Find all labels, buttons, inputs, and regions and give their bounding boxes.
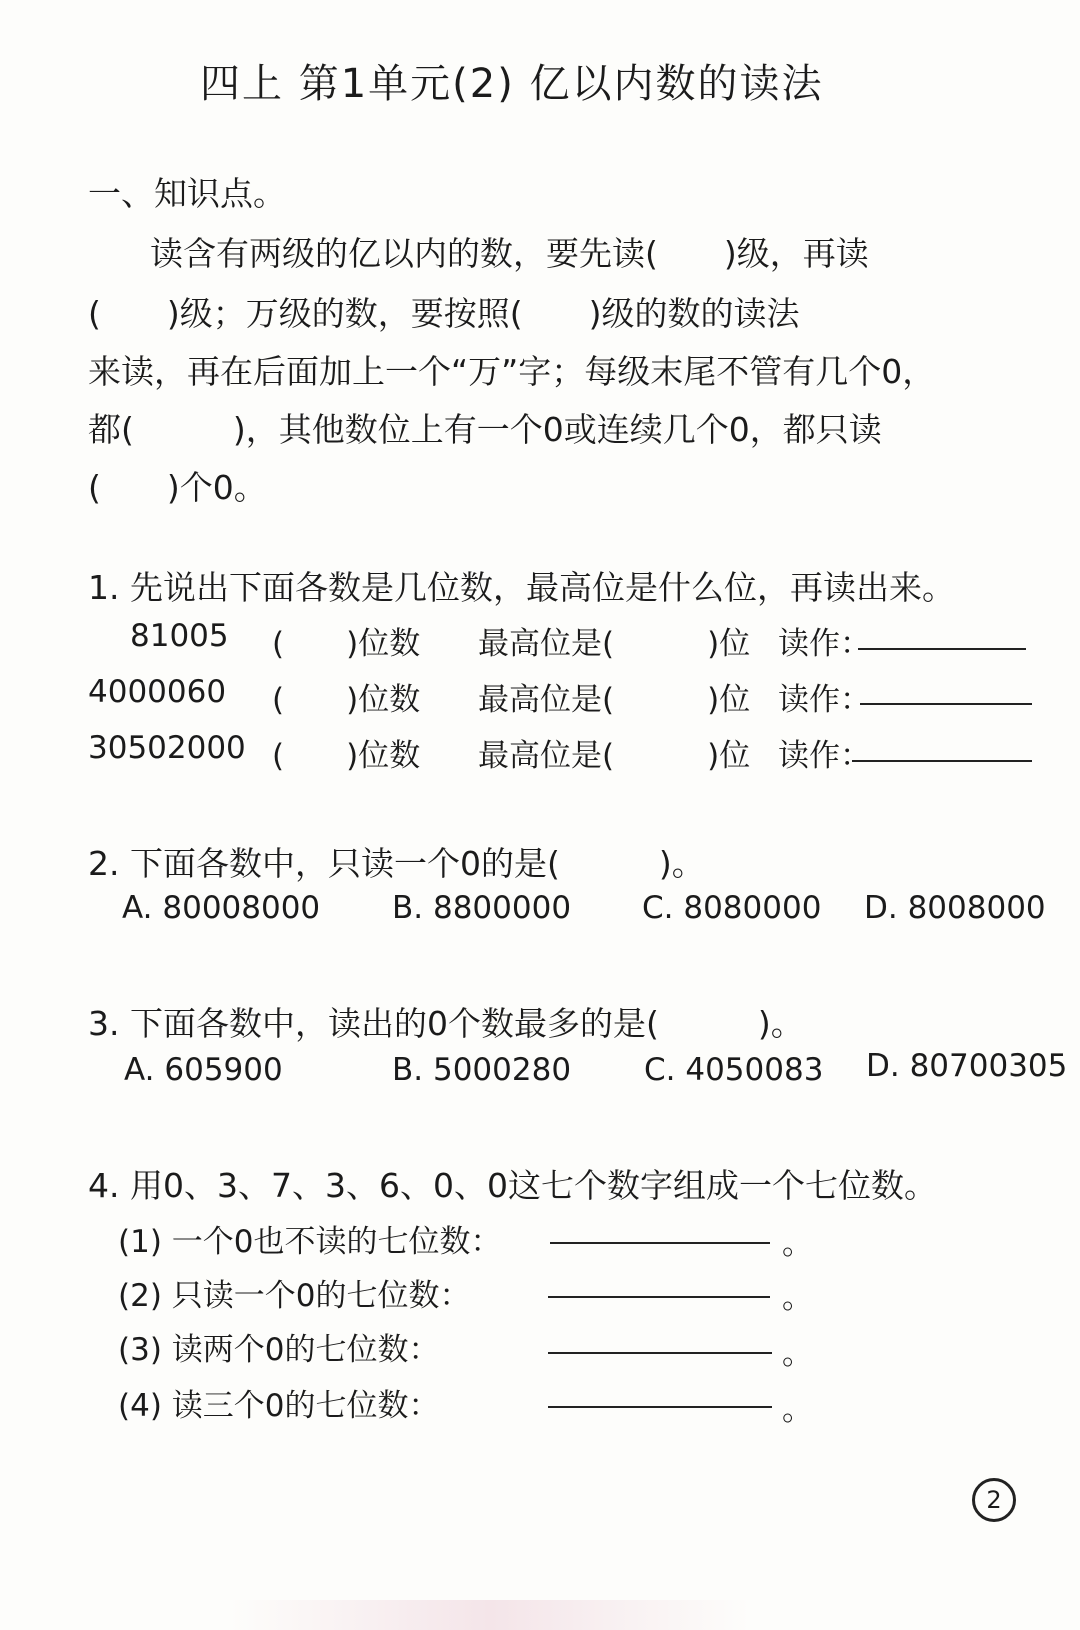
q2-option-b: B. 8800000 xyxy=(392,890,572,926)
q4-item4-end: 。 xyxy=(782,1392,813,1428)
q4-prompt: 4. 用0、3、7、3、6、0、0这七个数字组成一个七位数。 xyxy=(88,1166,937,1205)
knowledge-line-2: ( )级；万级的数，要按照( )级的数的读法 xyxy=(88,294,800,333)
q4-item2-label: (2) 只读一个0的七位数： xyxy=(118,1278,471,1314)
q3-option-a: A. 605900 xyxy=(124,1052,283,1088)
q4-item4-answer-line[interactable] xyxy=(548,1406,772,1408)
q1-row3-number: 30502000 xyxy=(88,730,246,766)
q2-option-c: C. 8080000 xyxy=(642,890,822,926)
q4-item3-answer-line[interactable] xyxy=(548,1352,772,1354)
q4-item1-answer-line[interactable] xyxy=(550,1242,770,1244)
q4-item4-label: (4) 读三个0的七位数： xyxy=(118,1388,440,1424)
q1-row3-answer-line[interactable] xyxy=(852,760,1032,762)
knowledge-heading: 一、知识点。 xyxy=(88,174,286,213)
q4-item3-end: 。 xyxy=(782,1336,813,1372)
q3-option-c: C. 4050083 xyxy=(644,1052,824,1088)
knowledge-line-1: 读含有两级的亿以内的数，要先读( )级，再读 xyxy=(150,234,869,273)
q1-row2-highest: 最高位是( )位 xyxy=(478,682,751,718)
q1-prompt: 1. 先说出下面各数是几位数，最高位是什么位，再读出来。 xyxy=(88,568,955,607)
page-number: 2 xyxy=(972,1478,1016,1522)
q2-option-d: D. 8008000 xyxy=(864,890,1046,926)
q4-item2-end: 。 xyxy=(782,1280,813,1316)
q1-row1-answer-line[interactable] xyxy=(858,648,1026,650)
knowledge-line-5: ( )个0。 xyxy=(88,468,267,507)
q1-row1-digits: ( )位数 xyxy=(272,626,421,662)
q4-item1-label: (1) 一个0也不读的七位数： xyxy=(118,1224,502,1260)
q3-prompt: 3. 下面各数中，读出的0个数最多的是( )。 xyxy=(88,1004,804,1043)
q4-item3-label: (3) 读两个0的七位数： xyxy=(118,1332,440,1368)
q1-row2-answer-line[interactable] xyxy=(860,703,1032,705)
q4-item2-answer-line[interactable] xyxy=(548,1296,770,1298)
q1-row1-number: 81005 xyxy=(130,618,229,654)
q1-row2-digits: ( )位数 xyxy=(272,682,421,718)
page-title: 四上 第1单元(2) 亿以内数的读法 xyxy=(200,61,824,107)
q2-option-a: A. 80008000 xyxy=(122,890,321,926)
bottom-edge-shading xyxy=(230,1600,750,1630)
knowledge-line-4: 都( )，其他数位上有一个0或连续几个0，都只读 xyxy=(88,410,882,449)
q1-row2-read: 读作： xyxy=(778,682,871,718)
q3-option-b: B. 5000280 xyxy=(392,1052,572,1088)
q1-row3-highest: 最高位是( )位 xyxy=(478,738,751,774)
q2-prompt: 2. 下面各数中，只读一个0的是( )。 xyxy=(88,844,705,883)
knowledge-line-3: 来读，再在后面加上一个“万”字；每级末尾不管有几个0， xyxy=(88,352,936,391)
q1-row2-number: 4000060 xyxy=(88,674,227,710)
q1-row3-digits: ( )位数 xyxy=(272,738,421,774)
q1-row3-read: 读作： xyxy=(778,738,871,774)
q4-item1-end: 。 xyxy=(782,1226,813,1262)
q1-row1-read: 读作： xyxy=(778,626,871,662)
q1-row1-highest: 最高位是( )位 xyxy=(478,626,751,662)
q3-option-d: D. 80700305 xyxy=(866,1048,1068,1084)
